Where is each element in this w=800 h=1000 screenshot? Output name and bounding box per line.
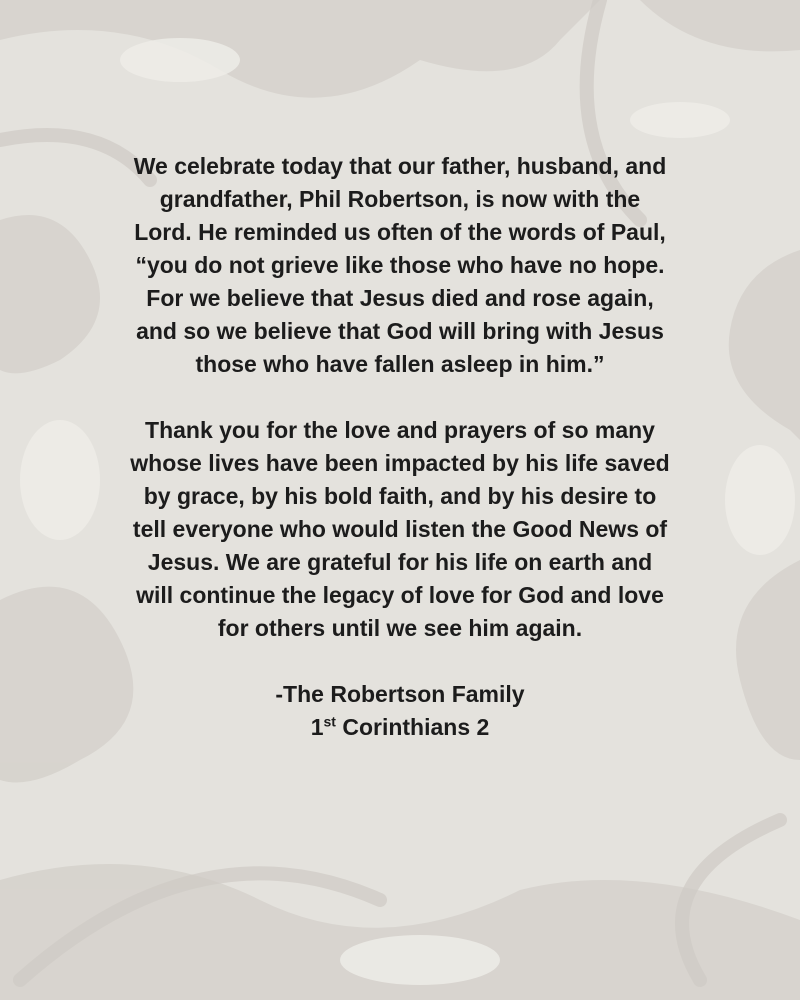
signature-block — [60, 678, 740, 744]
text-line: grandfather, Phil Robertson, is now with the — [159, 186, 641, 212]
text-line: For we believe that Jesus died and rose again, — [146, 285, 654, 311]
text-line: “you do not grieve like those who have no hope. — [135, 252, 665, 278]
paragraph-thanks — [60, 414, 740, 645]
memorial-statement — [60, 150, 740, 744]
text-line: We celebrate today that our father, husband, and — [133, 153, 667, 179]
text-line: Jesus. We are grateful for his life on earth and — [147, 549, 653, 575]
scripture-number: 1 — [310, 714, 324, 740]
text-line: and so we believe that God will bring with Jesus — [136, 318, 664, 344]
text-line: for others until we see him again. — [217, 615, 583, 641]
scripture-ordinal-suffix: st — [323, 713, 336, 730]
text-line: Thank you for the love and prayers of so many — [145, 417, 655, 443]
text-line: Lord. He reminded us often of the words of Paul, — [134, 219, 666, 245]
text-line: tell everyone who would listen the Good News of — [132, 516, 668, 542]
paragraph-spacer — [60, 381, 740, 414]
text-line: will continue the legacy of love for God and love — [136, 582, 664, 608]
text-line: those who have fallen asleep in him.” — [195, 351, 605, 377]
scripture-book: Corinthians 2 — [342, 714, 490, 740]
text-line: whose lives have been impacted by his life saved — [130, 450, 670, 476]
paragraph-celebration — [60, 150, 740, 381]
paragraph-spacer — [60, 645, 740, 678]
signature: -The Robertson Family — [275, 681, 525, 707]
text-line: by grace, by his bold faith, and by his desire to — [143, 483, 657, 509]
scripture-reference — [60, 711, 740, 744]
